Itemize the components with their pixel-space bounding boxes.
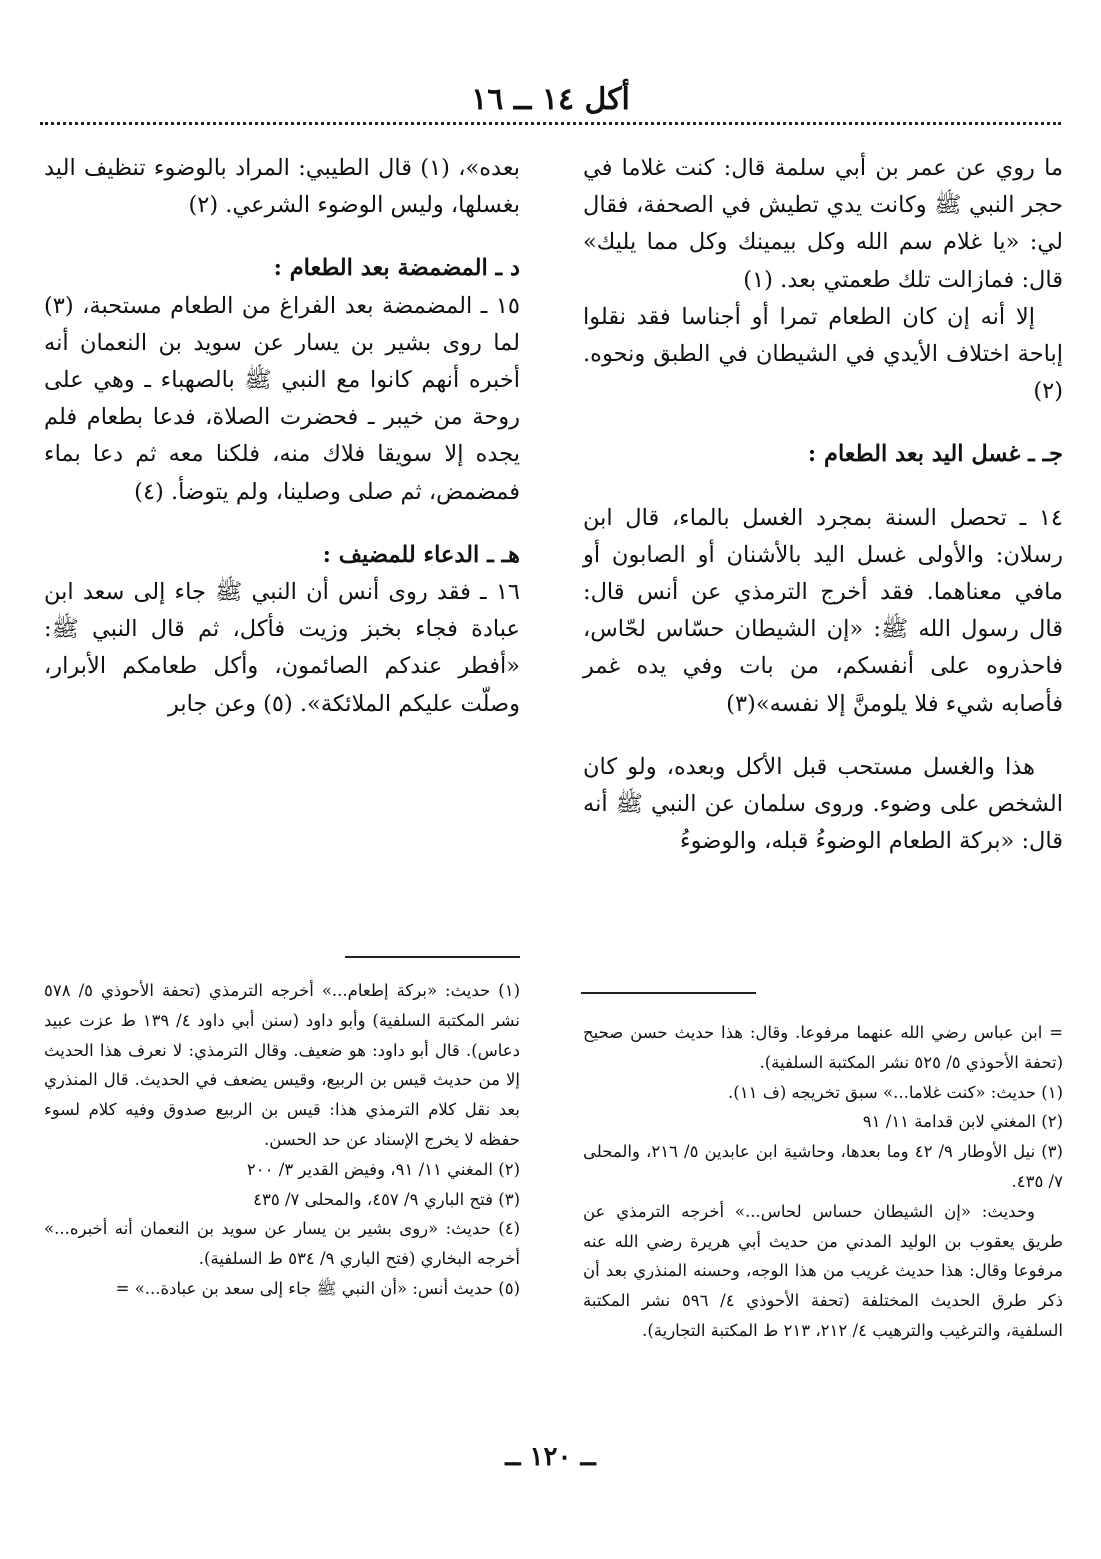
left-footnote-rule bbox=[345, 956, 520, 958]
footnote-item: (٥) حديث أنس: «أن النبي ﷺ جاء إلى سعد بن عبادة...» = bbox=[115, 1278, 520, 1298]
footnote-item: (١) حديث: «كنت غلاما...» سبق تخريجه (ف ١١). bbox=[728, 1082, 1063, 1102]
section-heading-h: هـ ـ الدعاء للمضيف : bbox=[322, 541, 520, 568]
right-paragraph-2: إلا أنه إن كان الطعام تمرا أو أجناسا فقد نقلوا إباحة اختلاف الأيدي في الشيطان في الطبق ونحوه. (٢) bbox=[583, 303, 1063, 405]
header-dotted-rule bbox=[40, 122, 1061, 125]
footnote-item: = ابن عباس رضي الله عنهما مرفوعا. وقال: هذا حديث حسن صحيح (تحفة الأحوذي ٥/ ٥٢٥ نشر المكتبة السلفية). bbox=[583, 1023, 1063, 1072]
footnote-item: (٤) حديث: «روى بشير بن يسار عن سويد بن النعمان أنه أخبره...» أخرجه البخاري (فتح الباري ٩/ ٥٣٤ ط السلفية). bbox=[44, 1219, 520, 1269]
right-footnote-rule bbox=[581, 992, 756, 994]
left-column bbox=[44, 150, 520, 723]
footnote-item: (٣) فتح الباري ٩/ ٤٥٧، والمحلى ٧/ ٤٣٥ bbox=[253, 1189, 520, 1209]
left-paragraph-3: ١٦ ـ فقد روى أنس أن النبي ﷺ جاء إلى سعد ابن عبادة فجاء بخبز وزيت فأكل، ثم قال النبي ﷺ: «أفطر عندكم الصائمون، وأكل طعامكم الأبرار، وصلّت عليكم الملائكة». (٥) وعن جابر bbox=[44, 579, 520, 717]
right-paragraph-3: ١٤ ـ تحصل السنة بمجرد الغسل بالماء، قال ابن رسلان: والأولى غسل اليد بالأشنان أو الصابون أو مافي معناهما. فقد أخرج الترمذي عن أنس قال: قال رسول الله ﷺ: «إن الشيطان حسّاس لحّاس، فاحذروه على أنفسكم، من بات وفي يده غمر فأصابه شيء فلا يلومنَّ إلا نفسه»(٣) bbox=[583, 504, 1063, 717]
right-footnotes bbox=[583, 1018, 1063, 1346]
footnote-item: (٣) نيل الأوطار ٩/ ٤٢ وما بعدها، وحاشية ابن عابدين ٥/ ٢١٦، والمحلى ٧/ ٤٣٥. bbox=[583, 1142, 1063, 1191]
page-number: ــ ١٢٠ ــ bbox=[505, 1442, 596, 1472]
left-paragraph-1: بعده»، (١) قال الطيبي: المراد بالوضوء تنظيف اليد بغسلها، وليس الوضوء الشرعي. (٢) bbox=[44, 155, 520, 219]
footnote-item: (٢) المغني لابن قدامة ١١/ ٩١ bbox=[862, 1112, 1063, 1132]
right-paragraph-4: هذا والغسل مستحب قبل الأكل وبعده، ولو كان الشخص على وضوء. وروى سلمان عن النبي ﷺ أنه قال: «بركة الطعام الوضوءُ قبله، والوضوءُ bbox=[583, 753, 1063, 855]
left-paragraph-2: ١٥ ـ المضمضة بعد الفراغ من الطعام مستحبة، (٣) لما روى بشير بن يسار عن سويد بن النعمان أنه أخبره أنهم كانوا مع النبي ﷺ بالصهباء ـ وهي على روحة من خيبر ـ فحضرت الصلاة، فدعا بطعام فلم يجده إلا سويقا فلاك منه، فلكنا معه ثم دعا بماء فمضمض، ثم صلى وصلينا، ولم يتوضأ. (٤) bbox=[44, 292, 520, 505]
footnote-item: (٢) المغني ١١/ ٩١، وفيض القدير ٣/ ٢٠٠ bbox=[246, 1159, 520, 1179]
right-column bbox=[583, 150, 1063, 860]
left-footnotes bbox=[44, 976, 520, 1304]
section-heading-c: جـ ـ غسل اليد بعد الطعام : bbox=[807, 441, 1063, 468]
page-header-title: أكل ١٤ ــ ١٦ bbox=[471, 82, 630, 117]
footnote-item: وحديث: «إن الشيطان حساس لحاس...» أخرجه الترمذي عن طريق يعقوب بن الوليد المدني من حديث أبي هريرة رضي الله عنه مرفوعا وقال: هذا حديث غريب من هذا الوجه، وحسنه المنذري بعد أن ذكر طرق الحديث المختلفة (تحفة الأحوذي ٤/ ٥٩٦ نشر المكتبة السلفية، والترغيب والترهيب ٤/ ٢١٢، ٢١٣ ط المكتبة التجارية). bbox=[583, 1201, 1063, 1340]
footnote-item: (١) حديث: «بركة إطعام...» أخرجه الترمذي (تحفة الأحوذي ٥/ ٥٧٨ نشر المكتبة السلفية) وأبو داود (سنن أبي داود ٤/ ١٣٩ ط عزت عبيد دعاس). قال أبو داود: هو ضعيف. وقال الترمذي: لا نعرف هذا الحديث إلا من حديث قيس بن الربيع، وقيس يضعف في الحديث. قال المنذري بعد نقل كلام الترمذي هذا: قيس بن الربيع صدوق وفيه كلام لسوء حفظه لا يخرج الإسناد عن حد الحسن. bbox=[44, 981, 520, 1149]
section-heading-d: د ـ المضمضة بعد الطعام : bbox=[273, 255, 520, 282]
right-paragraph-1: ما روي عن عمر بن أبي سلمة قال: كنت غلاما في حجر النبي ﷺ وكانت يدي تطيش في الصحفة، فقال لي: «يا غلام سم الله وكل بيمينك وكل مما يليك» قال: فمازالت تلك طعمتي بعد. (١) bbox=[583, 155, 1063, 293]
